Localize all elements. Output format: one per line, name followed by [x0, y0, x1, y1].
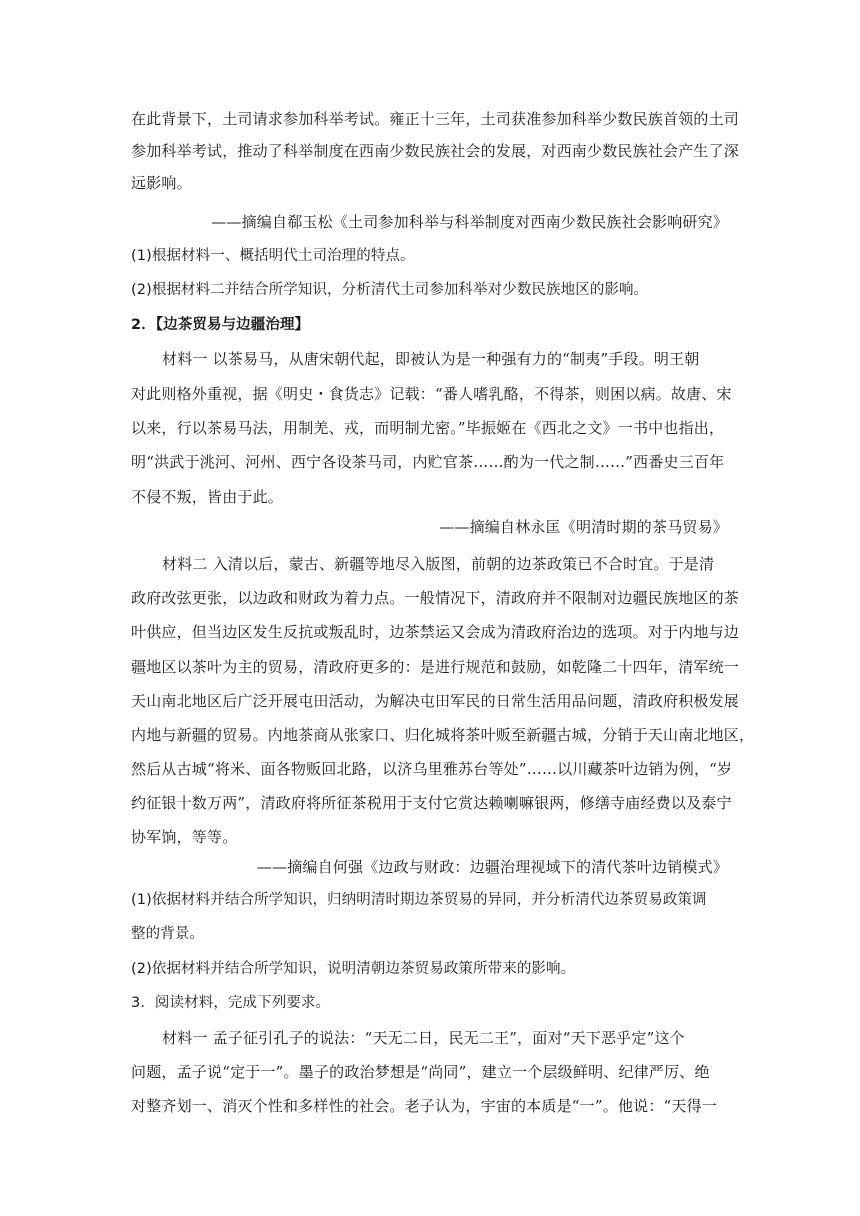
question-2-2: (2)依据材料并结合所学知识，说明清朝边茶贸易政策所带来的影响。 [131, 961, 576, 977]
question-1-2: (2)根据材料二并结合所学知识，分析清代土司参加科举对少数民族地区的影响。 [131, 282, 649, 298]
material-line: 然后从古城“将米、面各物贩回北路，以济乌里雅苏台等处”……以川藏茶叶边销为例，“岁 [131, 760, 733, 778]
question-2-1: (1)依据材料并结合所学知识，归纳明清时期边茶贸易的异同，并分析清代边茶贸易政策调 [131, 892, 707, 908]
source-citation: ——摘编自林永匡《明清时期的茶马贸易》 [439, 518, 728, 536]
paragraph-line: 远影响。 [131, 174, 192, 192]
material-line: 天山南北地区后广泛开展屯田活动，为解决屯田军民的日常生活用品问题，清政府积极发展 [131, 692, 740, 710]
question-2-1-cont: 整的背景。 [131, 926, 204, 942]
material-line: 材料二 入清以后，蒙古、新疆等地尽入版图，前朝的边茶政策已不合时宜。于是清 [162, 555, 715, 573]
material-line: 约征银十数万两”，清政府将所征茶税用于支付它赏达赖喇嘛银两，修缮寺庙经费以及泰宁 [131, 794, 732, 812]
source-citation: ——摘编自何强《边政与财政：边疆治理视域下的清代茶叶边销模式》 [256, 858, 728, 876]
paragraph-line: 参加科举考试，推动了科举制度在西南少数民族社会的发展，对西南少数民族社会产生了深 [131, 142, 740, 160]
material-line: 材料一 孟子征引孔子的说法：“天无二日，民无二王”，面对“天下恶乎定”这个 [162, 1029, 685, 1047]
source-citation: ——摘编自郗玉松《土司参加科举与科举制度对西南少数民族社会影响研究》 [211, 213, 728, 231]
paragraph-line: 在此背景下，土司请求参加科举考试。雍正十三年，土司获准参加科举少数民族首领的土司 [131, 110, 740, 128]
material-line: 叶供应，但当边区发生反抗或叛乱时，边茶禁运又会成为清政府治边的选项。对于内地与边 [131, 623, 740, 641]
material-line: 疆地区以茶叶为主的贸易，清政府更多的：是进行规范和鼓励，如乾隆二十四年，清军统一 [131, 658, 740, 676]
section-heading-3: 3．阅读材料，完成下列要求。 [131, 995, 331, 1011]
material-line: 内地与新疆的贸易。内地茶商从张家口、归化城将茶叶贩至新疆古城，分销于天山南北地区， [131, 726, 755, 744]
material-line: 以来，行以茶易马法，用制羌、戎，而明制尤密。”毕振姬在《西北之文》一书中也指出， [131, 419, 725, 437]
material-line: 政府改弦更张，以边政和财政为着力点。一般情况下，清政府并不限制对边疆民族地区的茶 [131, 589, 740, 607]
material-line: 对此则格外重视，据《明史・食货志》记载：“番人嗜乳酪，不得茶，则困以病。故唐、宋 [131, 385, 732, 403]
material-line: 明“洪武于洮河、河州、西宁各设茶马司，内贮官茶……酌为一代之制……”西番史三百年 [131, 453, 725, 471]
material-line: 协军饷，等等。 [131, 828, 238, 846]
material-line: 对整齐划一、消灭个性和多样性的社会。老子认为，宇宙的本质是“一”。他说：“天得一 [131, 1097, 718, 1115]
section-heading-2: 2．【边茶贸易与边疆治理】 [131, 317, 310, 333]
material-line: 材料一 以茶易马，从唐宋朝代起，即被认为是一种强有力的“制夷”手段。明王朝 [162, 350, 700, 368]
material-line: 不侵不叛，皆由于此。 [131, 488, 284, 506]
question-1-1: (1)根据材料一、概括明代土司治理的特点。 [131, 248, 415, 264]
material-line: 问题，孟子说“定于一”。墨子的政治梦想是“尚同”，建立一个层级鲜明、纪律严厉、绝 [131, 1063, 710, 1081]
